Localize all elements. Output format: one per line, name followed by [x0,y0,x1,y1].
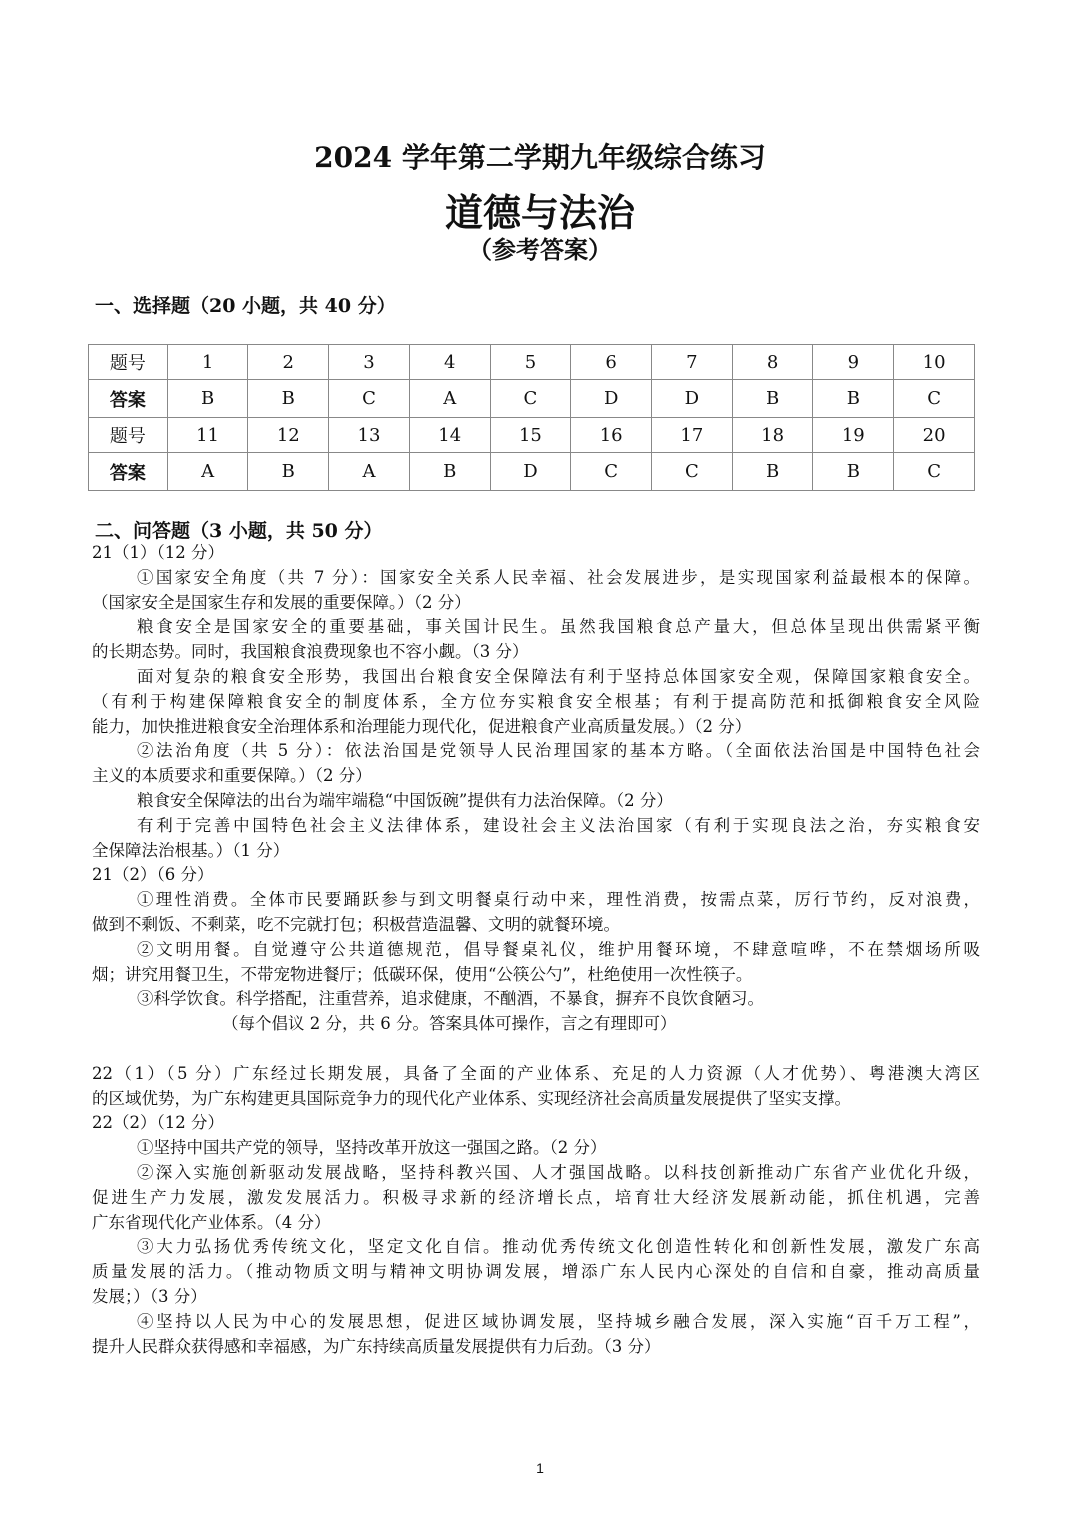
answer-paragraph [92,1310,980,1360]
answer-cell: B [813,380,894,418]
answer-cell: C [329,380,410,418]
answer-cell: B [409,453,490,491]
question-number-cell: 3 [329,345,410,380]
answer-cell: B [732,453,813,491]
question-heading: 21（1）（12 分） [92,543,224,562]
answer-cell: D [652,380,733,418]
question-number-cell: 2 [248,345,329,380]
answer-cell: A [409,380,490,418]
text-line: ②文明用餐。自觉遵守公共道德规范，倡导餐桌礼仪，维护用餐环境，不肆意喧哗，不在禁烟场所吸 [137,939,980,959]
answer-paragraph [92,987,980,1012]
question-number-cell: 10 [894,345,975,380]
answer-cell: B [248,380,329,418]
answer-paragraph [92,1235,980,1309]
answer-table [88,344,975,491]
question-number-cell: 19 [813,418,894,453]
subtitle: （参考答案） [468,235,612,264]
answer-cell: C [571,453,652,491]
question-number-cell: 6 [571,345,652,380]
answer-cell: B [732,380,813,418]
text-line: ④坚持以人民为中心的发展思想，促进区域协调发展，坚持城乡融合发展，深入实施“百千万工程”， [137,1311,980,1331]
question-number-cell: 15 [490,418,571,453]
text-line: （有利于构建保障粮食安全的制度体系，全方位夯实粮食安全根基；有利于提高防范和抵御粮食安全风险 [92,691,980,711]
text-line: 发展；）（3 分） [92,1286,207,1306]
text-line: 粮食安全是国家安全的重要基础，事关国计民生。虽然我国粮食总产量大，但总体呈现出供需紧平衡 [137,617,980,637]
question-number-cell: 13 [329,418,410,453]
text-line: 做到不剩饭、不剩菜，吃不完就打包；积极营造温馨、文明的就餐环境。 [92,914,620,934]
page-number: 1 [536,1460,544,1476]
text-line: ①理性消费。全体市民要踊跃参与到文明餐桌行动中来，理性消费，按需点菜，厉行节约，反对浪费， [137,890,980,910]
spacer [92,1037,980,1062]
text-line: ①国家安全角度（共 7 分）：国家安全关系人民幸福、社会发展进步，是实现国家利益最根本的保障。 [137,567,980,587]
text-line: ②深入实施创新驱动发展战略，坚持科教兴国、人才强国战略。以科技创新推动广东省产业优化升级， [137,1162,980,1182]
text-line: 22（1）（5 分）广东经过长期发展，具备了全面的产业体系、充足的人力资源（人才优势）、粤港澳大湾区 [92,1063,980,1083]
answer-body [92,541,980,1359]
text-line: 质量发展的活力。（推动物质文明与精神文明协调发展，增添广东人民内心深处的自信和自豪，推动高质量 [92,1262,980,1282]
text-line: 面对复杂的粮食安全形势，我国出台粮食安全保障法有利于坚持总体国家安全观，保障国家粮食安全。 [137,666,980,686]
question-number-cell: 9 [813,345,894,380]
answer-cell: A [167,453,248,491]
text-line: 的长期态势。同时，我国粮食浪费现象也不容小觑。（3 分） [92,642,529,662]
section2-heading: 二、问答题（3 小题，共 50 分） [95,520,383,542]
answer-cell: D [490,453,571,491]
question-number-cell: 20 [894,418,975,453]
answer-paragraph [92,888,980,938]
question-number-cell: 4 [409,345,490,380]
question-number-cell: 17 [652,418,733,453]
answer-paragraph [92,1161,980,1235]
answer-cell: C [490,380,571,418]
text-line: 粮食安全保障法的出台为端牢端稳“中国饭碗”提供有力法治保障。（2 分） [137,790,673,810]
text-line: 促进生产力发展，激发发展活力。积极寻求新的经济增长点，培育壮大经济发展新动能，抓住机遇，完善 [92,1187,980,1207]
text-line: 主义的本质要求和重要保障。）（2 分） [92,766,372,786]
row-label: 题号 [89,418,168,453]
question-heading [92,1062,980,1112]
text-line: 全保障法治根基。）（1 分） [92,840,290,860]
question-number-cell: 5 [490,345,571,380]
question-number-cell: 7 [652,345,733,380]
question-number-cell: 12 [248,418,329,453]
table-row [89,453,975,491]
answer-cell: C [894,453,975,491]
text-line: （国家安全是国家生存和发展的重要保障。）（2 分） [92,592,471,612]
text-line: 有利于完善中国特色社会主义法律体系，建设社会主义法治国家（有利于实现良法之治，夯实粮食安 [137,815,980,835]
row-label: 题号 [89,345,168,380]
answer-cell: D [571,380,652,418]
question-number-cell: 11 [167,418,248,453]
answer-cell: B [248,453,329,491]
exam-title: 2024 学年第二学期九年级综合练习 [314,141,766,174]
text-line: ②法治角度（共 5 分）：依法治国是党领导人民治理国家的基本方略。（全面依法治国是中国特色社会 [137,741,980,761]
question-number-cell: 18 [732,418,813,453]
question-heading: 21（2）（6 分） [92,865,214,885]
text-line: ①坚持中国共产党的领导，坚持改革开放这一强国之路。（2 分） [137,1138,607,1158]
text-line: 提升人民群众获得感和幸福感，为广东持续高质量发展提供有力后劲。（3 分） [92,1336,661,1356]
answer-paragraph [92,566,980,616]
answer-cell: A [329,453,410,491]
answer-paragraph [92,789,980,814]
text-line: 能力，加快推进粮食安全治理体系和治理能力现代化，促进粮食产业高质量发展。）（2 分） [92,716,752,736]
subject-title: 道德与法治 [444,190,635,235]
text-line: 广东省现代化产业体系。（4 分） [92,1212,331,1232]
answer-cell: B [813,453,894,491]
row-label: 答案 [89,380,168,418]
answer-paragraph [92,1136,980,1161]
table-row [89,345,975,380]
question-heading: 22（2）（12 分） [92,1113,224,1133]
text-line: 烟；讲究用餐卫生，不带宠物进餐厅；低碳环保，使用“公筷公勺”，杜绝使用一次性筷子。 [92,964,753,984]
table-row [89,418,975,453]
text-line: 的区域优势，为广东构建更具国际竞争力的现代化产业体系、实现经济社会高质量发展提供了坚实支撑。 [92,1088,851,1108]
question-number-cell: 8 [732,345,813,380]
answer-cell: C [652,453,733,491]
row-label: 答案 [89,453,168,491]
answer-paragraph [92,938,980,988]
text-line: ③科学饮食。科学搭配，注重营养，追求健康，不酗酒，不暴食，摒弃不良饮食陋习。 [137,989,764,1009]
table-row [89,380,975,418]
answer-paragraph [92,814,980,864]
question-number-cell: 14 [409,418,490,453]
answer-cell: C [894,380,975,418]
question-number-cell: 16 [571,418,652,453]
text-line: ③大力弘扬优秀传统文化，坚定文化自信。推动优秀传统文化创造性转化和创新性发展，激发广东高 [137,1237,980,1257]
question-number-cell: 1 [167,345,248,380]
answer-cell: B [167,380,248,418]
answer-paragraph [92,665,980,739]
answer-paragraph [92,615,980,665]
scoring-note: （每个倡议 2 分，共 6 分。答案具体可操作，言之有理即可） [222,1014,677,1034]
answer-paragraph [92,739,980,789]
section1-heading: 一、选择题（20 小题，共 40 分） [95,295,396,317]
